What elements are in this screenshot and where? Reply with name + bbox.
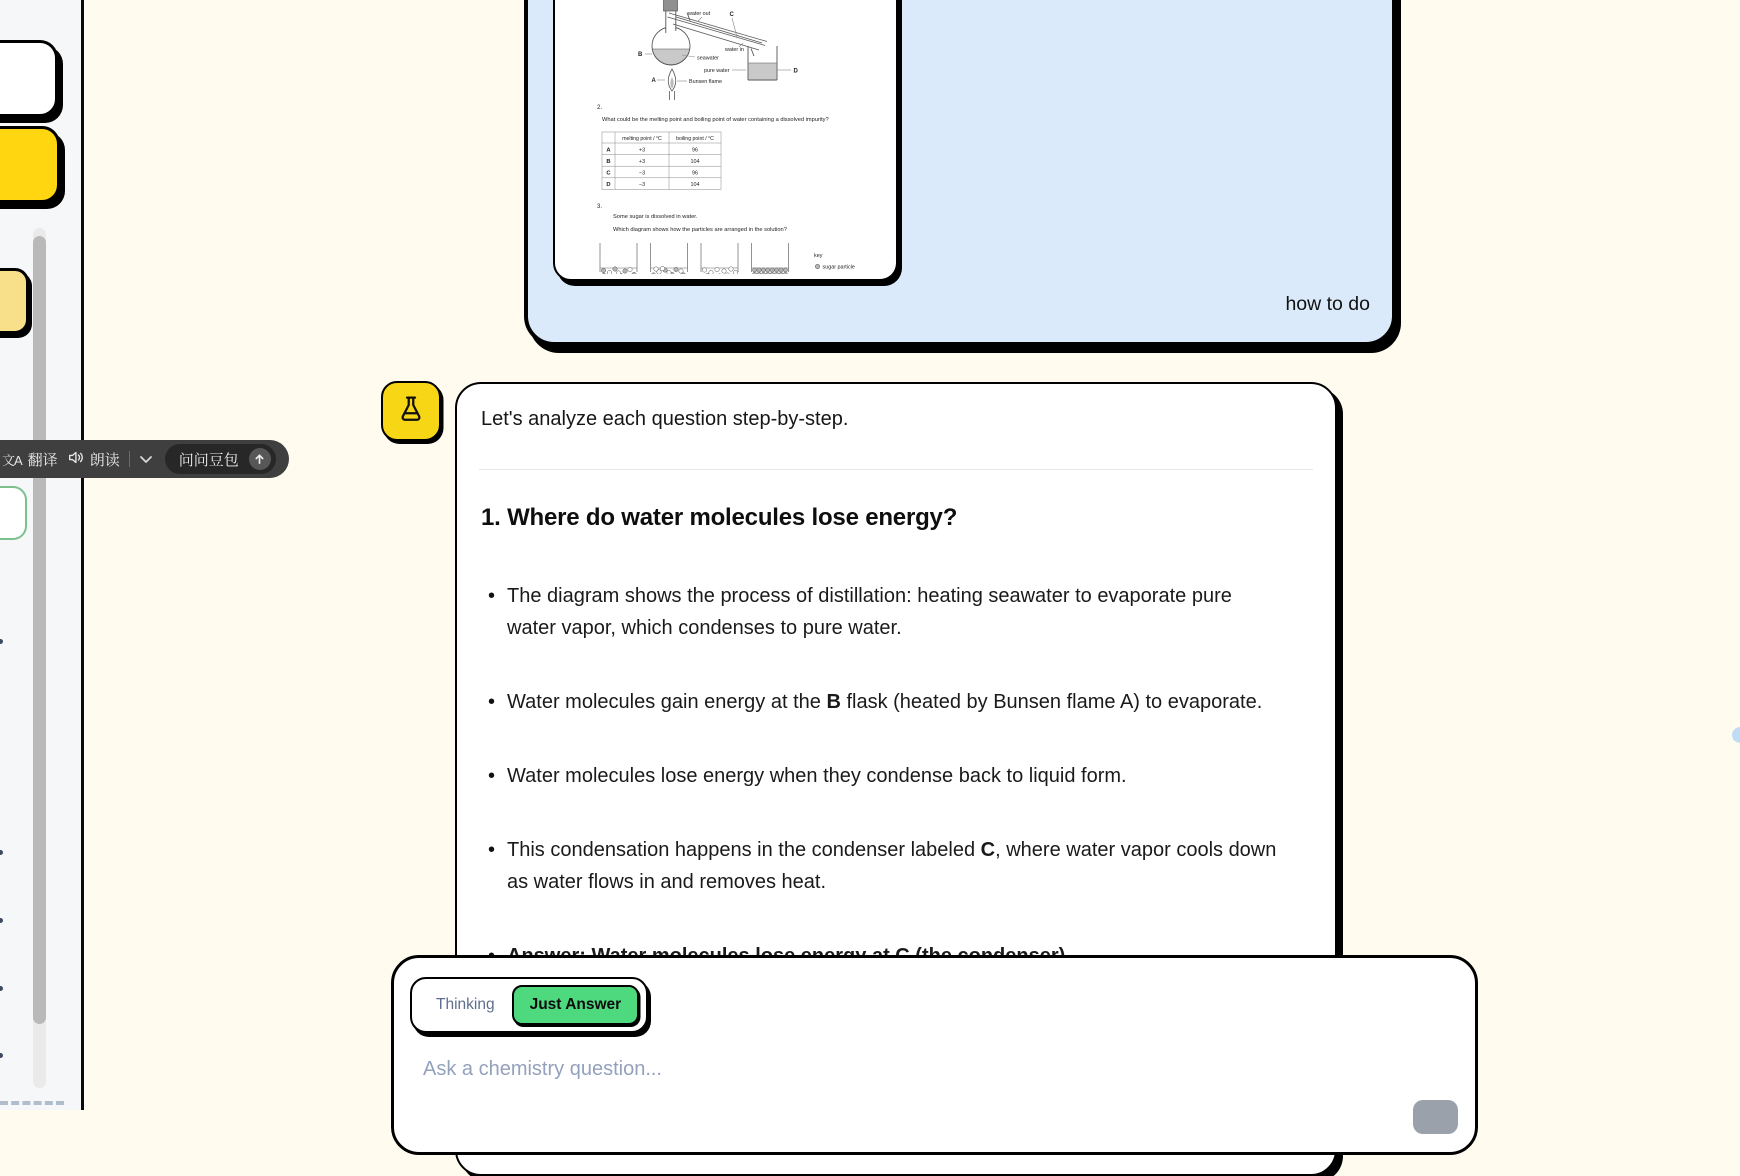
question-input[interactable]: Ask a chemistry question... bbox=[423, 1058, 1459, 1081]
table-row-letter: A bbox=[606, 147, 611, 153]
read-aloud-label: 朗读 bbox=[90, 449, 120, 470]
table-row-letter: C bbox=[606, 171, 611, 177]
sidebar-button-pale[interactable] bbox=[0, 268, 29, 334]
q2-question: What could be the melting point and boiling point of water containing a dissolved impurity? bbox=[602, 117, 829, 123]
table-cell: 104 bbox=[691, 159, 700, 165]
sidebar-button-active[interactable] bbox=[0, 126, 60, 203]
mode-just-answer-button[interactable]: Just Answer bbox=[512, 985, 640, 1025]
label-water-out: water out bbox=[687, 11, 711, 17]
answer-bullet: • This condensation happens in the condenser labeled C, where water vapor cools down as water flows in and removes heat. bbox=[481, 834, 1285, 898]
mode-thinking-button[interactable]: Thinking bbox=[419, 996, 512, 1014]
label-bunsen: Bunsen flame bbox=[689, 79, 722, 85]
table-row-letter: B bbox=[606, 159, 610, 165]
table-cell: 104 bbox=[691, 182, 700, 188]
answer-list bbox=[481, 580, 1285, 972]
speaker-icon bbox=[67, 450, 84, 469]
label-water-in: water in bbox=[724, 47, 744, 53]
label-pure-water: pure water bbox=[704, 68, 730, 74]
ask-doubao-button[interactable] bbox=[165, 444, 276, 474]
table-cell: −3 bbox=[639, 182, 645, 188]
exam-message-card bbox=[524, 0, 1396, 346]
translate-label: 翻译 bbox=[28, 449, 58, 470]
table-cell: −3 bbox=[639, 171, 645, 177]
sidebar-item-highlighted[interactable] bbox=[0, 486, 27, 540]
sidebar-list-dot bbox=[0, 918, 3, 923]
table-cell: +3 bbox=[639, 147, 645, 153]
sidebar-list-dot bbox=[0, 986, 3, 991]
ask-doubao-label: 问问豆包 bbox=[179, 449, 239, 470]
flask-icon bbox=[394, 392, 428, 431]
edge-scroll-handle[interactable] bbox=[1732, 727, 1740, 743]
q2-number: 2. bbox=[597, 105, 602, 111]
sidebar-dashed-dropzone bbox=[0, 1101, 64, 1105]
table-row-letter: D bbox=[606, 182, 610, 188]
table-col2-header: boiling point / °C bbox=[676, 136, 714, 142]
table-cell: +3 bbox=[639, 159, 645, 165]
read-aloud-button[interactable] bbox=[67, 449, 120, 470]
sidebar-scrollbar-thumb[interactable] bbox=[33, 236, 46, 1024]
label-d: D bbox=[794, 68, 799, 74]
composer-send-button[interactable] bbox=[1413, 1100, 1458, 1134]
question-heading: 1. Where do water molecules lose energy? bbox=[481, 502, 1311, 534]
response-intro: Let's analyze each question step-by-step. bbox=[481, 405, 1311, 433]
sugar-particle-icon bbox=[815, 264, 820, 269]
composer-card bbox=[391, 955, 1478, 1155]
sidebar-list-dot bbox=[0, 1053, 3, 1058]
selection-toolbar bbox=[0, 440, 289, 478]
assistant-avatar bbox=[381, 381, 441, 441]
exam-caption: how to do bbox=[1285, 293, 1370, 316]
label-a: A bbox=[652, 78, 657, 84]
table-col1-header: melting point / °C bbox=[622, 136, 662, 142]
sidebar-button-top[interactable] bbox=[0, 40, 58, 117]
divider bbox=[479, 469, 1313, 470]
translate-button[interactable] bbox=[2, 449, 58, 470]
translate-icon: 文A bbox=[2, 450, 22, 469]
label-b: B bbox=[638, 52, 643, 58]
seawater-liquid bbox=[652, 49, 689, 65]
chevron-down-icon[interactable] bbox=[139, 451, 153, 468]
answer-bullet: • Water molecules lose energy when they condense back to liquid form. bbox=[481, 760, 1285, 792]
key-item-label: sugar particle bbox=[823, 265, 855, 271]
label-c: C bbox=[730, 12, 735, 18]
flask-stopper bbox=[664, 0, 678, 11]
answer-mode-switch bbox=[410, 977, 648, 1033]
sidebar bbox=[0, 0, 84, 1110]
key-title: key bbox=[814, 253, 823, 259]
q3-line1: Some sugar is dissolved in water. bbox=[613, 214, 698, 220]
answer-bullet: • Water molecules gain energy at the B flask (heated by Bunsen flame A) to evaporate. bbox=[481, 686, 1285, 718]
exam-paper-image[interactable] bbox=[553, 0, 898, 281]
particle-diagrams bbox=[600, 243, 789, 272]
q3-line2: Which diagram shows how the particles are arranged in the solution? bbox=[613, 227, 787, 233]
answer-bullet: • The diagram shows the process of distillation: heating seawater to evaporate pure water vapor, which condenses to pure water. bbox=[481, 580, 1285, 644]
table-cell: 96 bbox=[692, 171, 698, 177]
q3-number: 3. bbox=[597, 204, 602, 210]
toolbar-send-button[interactable] bbox=[249, 448, 271, 470]
table-cell: 96 bbox=[692, 147, 698, 153]
toolbar-divider bbox=[129, 451, 130, 467]
sidebar-list-dot bbox=[0, 639, 3, 644]
label-seawater: seawater bbox=[697, 56, 719, 62]
sidebar-list-dot bbox=[0, 850, 3, 855]
